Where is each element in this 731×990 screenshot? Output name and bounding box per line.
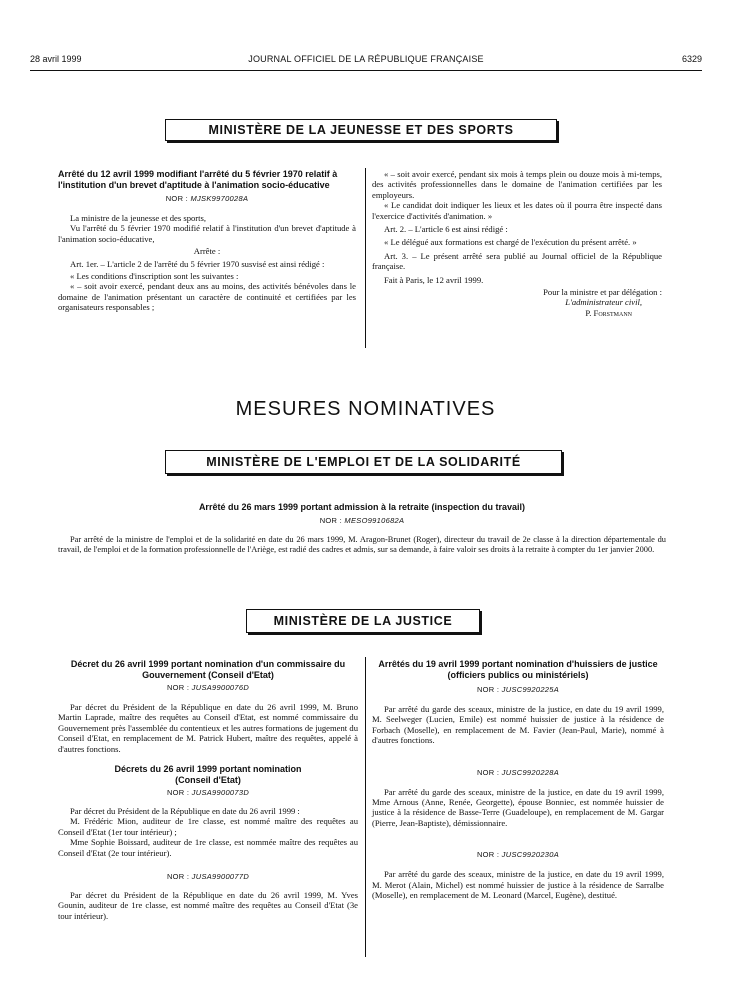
decret-title: Décret du 26 avril 1999 portant nomination d'un commissaire du Gouvernement (Conseil d'Etat) <box>70 659 346 680</box>
header-rule <box>30 70 702 71</box>
signature-line: L'administrateur civil, <box>565 297 642 308</box>
signature-block <box>372 287 662 318</box>
nor-line: NOR : JUSC9920225A <box>476 685 560 694</box>
paragraph: « Le candidat doit indiquer les lieux et les dates où il pourra être inspecté dans l'exercice d'activités d'animation. » <box>372 200 662 221</box>
nor-line: NOR : JUSA9900077D <box>166 872 250 882</box>
arrete-jeunesse-title: Arrêté du 12 avril 1999 modifiant l'arrêté du 5 février 1970 relatif à l'institution d'un brevet d'aptitude à l'animation socio-éducative <box>58 169 338 190</box>
nor-code: MESO9910682A <box>344 515 405 525</box>
ministry-box-justice: MINISTÈRE DE LA JUSTICE <box>246 609 480 633</box>
paragraph: Art. 3. – Le présent arrêté sera publié au Journal officiel de la République française. <box>372 250 662 272</box>
signature-name: P. Forstmann <box>585 307 632 318</box>
nor-code: JUSC9920230A <box>501 850 560 860</box>
paragraph: Par décret du Président de la République en date du 26 avril 1999, M. Yves Gounin, auditeur de 1re classe, est nommé maître des requêtes au Conseil d'Etat (3e tour intérieur). <box>58 890 358 921</box>
arrete-emploi <box>58 502 666 555</box>
nor-code: JUSC9920228A <box>501 767 560 777</box>
paragraph: Fait à Paris, le 12 avril 1999. <box>384 274 484 285</box>
column-divider <box>365 168 366 348</box>
decret-title: Décrets du 26 avril 1999 portant nomination (Conseil d'Etat) <box>114 764 302 785</box>
running-header <box>30 54 702 68</box>
journal-title: JOURNAL OFFICIEL DE LA RÉPUBLIQUE FRANÇAISE <box>248 54 484 64</box>
paragraph: « – soit avoir exercé, pendant six mois à temps plein ou douze mois à mi-temps, des activités professionnelles dans le domaine de l'animation certifiées par les employeurs. <box>372 169 662 200</box>
paragraph: La ministre de la jeunesse et des sports, <box>70 213 207 223</box>
arrete-jeunesse-right-column <box>372 169 662 318</box>
paragraph: Par arrêté de la ministre de l'emploi et de la solidarité en date du 26 mars 1999, M. Aragon-Brunet (Roger), directeur du travail de 2e classe à la direction départementale du travail, de l'emploi et de la formation professionnelle de l'Ariège, est radié des cadres et admis, sur sa demande, à faire valoir ses droits à la retraite à compter du 1er janvier 2000. <box>58 534 666 554</box>
paragraph: Art. 1er. – L'article 2 de l'arrêté du 5 février 1970 susvisé est ainsi rédigé : <box>70 258 325 269</box>
nor-code: JUSC9920225A <box>501 685 560 694</box>
arrete-word: Arrête : <box>193 246 221 257</box>
paragraph: M. Frédéric Mion, auditeur de 1re classe, est nommé maître des requêtes au Conseil d'Etat (1er tour intérieur) ; <box>58 816 358 837</box>
page-number: 6329 <box>681 54 702 64</box>
paragraph: Par arrêté du garde des sceaux, ministre de la justice, en date du 19 avril 1999, Mme Arnous (Anne, Renée, Georgette), épouse Bonniec, est nommée huissier de justice à la résidence de Basse-Terre (Guadeloupe), en remplacement de M. Gargar (Pierre, Jean-Baptiste), démissionnaire. <box>372 786 664 828</box>
arrete-jeunesse-left-column <box>58 169 356 313</box>
nor-line: NOR : JUSC9920228A <box>476 767 560 777</box>
paragraph: « Le délégué aux formations est chargé de l'exécution du présent arrêté. » <box>384 237 637 248</box>
nor-line: NOR : JUSC9920230A <box>476 850 560 860</box>
paragraph: Par décret du Président de la République en date du 26 avril 1999, M. Bruno Martin Laprade, maître des requêtes au Conseil d'Etat, est nommé commissaire du Gouvernement près l'assemblée du contentieux et les autres formations de jugement du Conseil d'Etat, en remplacement de M. Patrick Hubert, maître des requêtes, appelé à d'autres fonctions. <box>58 702 358 754</box>
nor-line: NOR : MESO9910682A <box>319 515 405 525</box>
nor-line: NOR : JUSA9900073D <box>166 788 250 798</box>
nor-code: JUSA9900073D <box>191 788 250 798</box>
nor-code: JUSA9900077D <box>191 872 250 882</box>
nor-code: MJSK9970028A <box>190 194 249 203</box>
paragraph: Art. 2. – L'article 6 est ainsi rédigé : <box>384 224 508 235</box>
arrete-emploi-title: Arrêté du 26 mars 1999 portant admission à la retraite (inspection du travail) <box>198 502 526 512</box>
ministry-box-emploi: MINISTÈRE DE L'EMPLOI ET DE LA SOLIDARITÉ <box>165 450 562 474</box>
nor-line: NOR : JUSA9900076D <box>166 683 250 692</box>
issue-date: 28 avril 1999 <box>30 54 82 64</box>
paragraph: Par arrêté du garde des sceaux, ministre de la justice, en date du 19 avril 1999, M. Seelweger (Lucien, Emile) est nommé huissier de justice à la résidence de Forbach (Moselle), en remplacement de M. Favier (Jean-Paul, Marie), nommé à d'autres fonctions. <box>372 704 664 746</box>
paragraph: « Les conditions d'inscription sont les suivantes : <box>70 271 239 282</box>
arretes-title: Arrêtés du 19 avril 1999 portant nomination d'huissiers de justice (officiers publics ou ministériels) <box>378 659 658 680</box>
paragraph: Par arrêté du garde des sceaux, ministre de la justice, en date du 19 avril 1999, M. Merot (Alain, Michel) est nommé huissier de justice à la résidence de Sarralbe (Moselle), en remplacement de M. Leonard (Marcel, Eugène), destitué. <box>372 869 664 901</box>
paragraph: Vu l'arrêté du 5 février 1970 modifié relatif à l'institution d'un brevet d'aptitude à l'animation socio-éducative, <box>58 223 356 244</box>
justice-right-column <box>372 659 664 900</box>
ministry-box-jeunesse: MINISTÈRE DE LA JEUNESSE ET DES SPORTS <box>165 119 557 141</box>
nor-line: NOR : MJSK9970028A <box>165 194 249 203</box>
paragraph: « – soit avoir exercé, pendant deux ans au moins, des activités bénévoles dans le domaine de l'animation présentant un caractère de continuité et certifiées par les organisateurs responsables ; <box>58 281 356 313</box>
nor-code: JUSA9900076D <box>191 683 250 692</box>
section-heading-mesures: MESURES NOMINATIVES <box>235 398 496 420</box>
paragraph: Mme Sophie Boissard, auditeur de 1re classe, est nommée maître des requêtes au Conseil d'Etat (2e tour intérieur). <box>58 837 358 858</box>
column-divider <box>365 657 366 957</box>
signature-line: Pour la ministre et par délégation : <box>543 287 662 298</box>
paragraph: Par décret du Président de la République en date du 26 avril 1999 : <box>70 806 300 817</box>
justice-left-column <box>58 659 358 921</box>
